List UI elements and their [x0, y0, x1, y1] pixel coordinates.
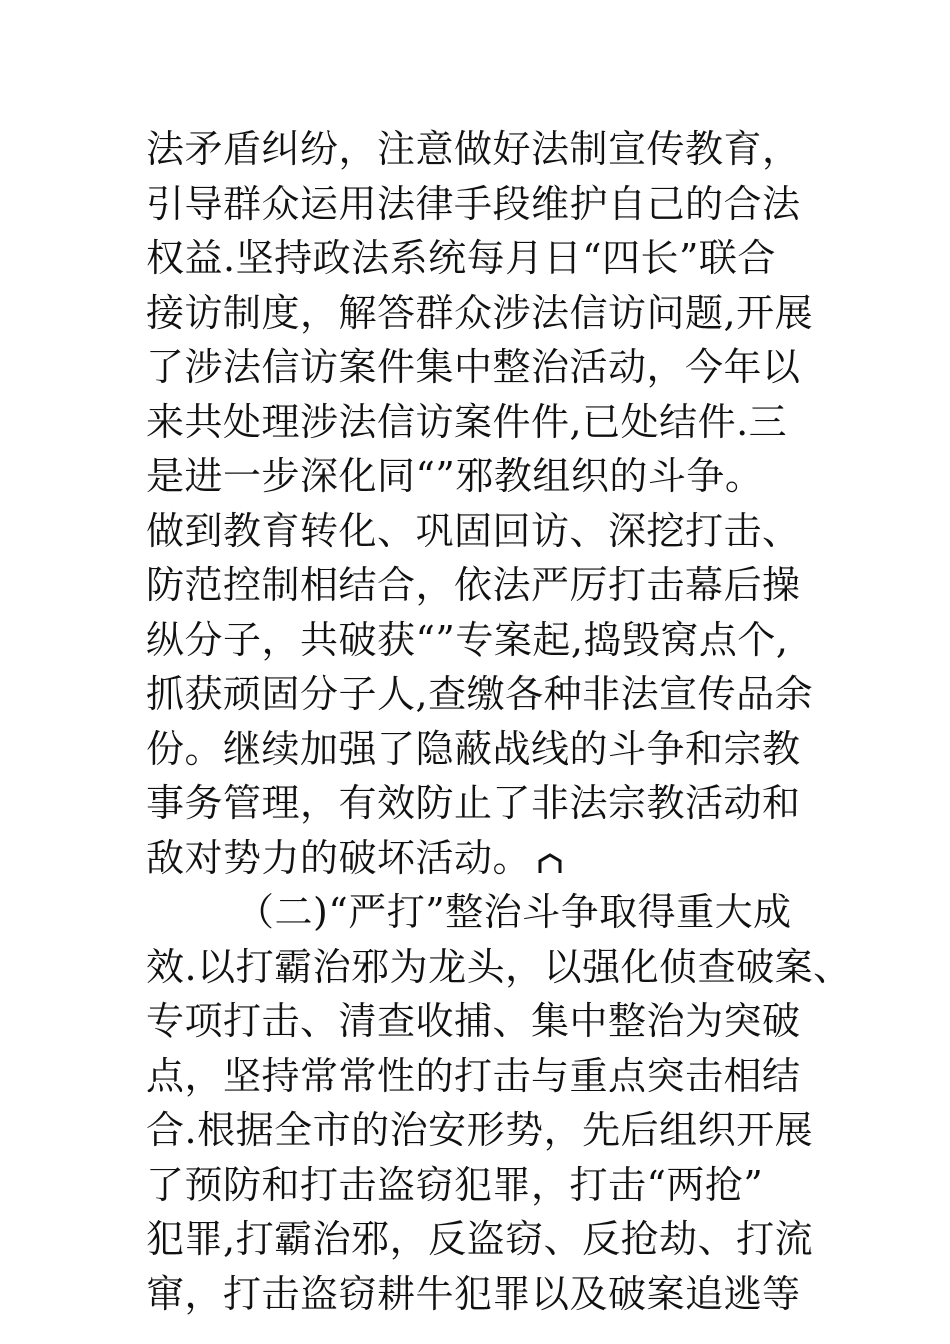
text-line: 事务管理，有效防止了非法宗教活动和 — [146, 781, 801, 825]
text-line: 引导群众运用法律手段维护自己的合法 — [146, 181, 801, 226]
text-line: 做到教育转化、巩固回访、深挖打击、 — [146, 508, 801, 553]
text-line: 窜，打击盗窃耕牛犯罪以及破案追逃等 — [146, 1271, 801, 1316]
paragraph-mark-icon — [537, 847, 563, 877]
text-line: 是进一步深化同“”邪教组织的斗争。 — [146, 454, 764, 498]
text-line: 专项打击、清查收捕、集中整治为突破 — [146, 999, 801, 1043]
text-line-with-mark — [146, 831, 846, 886]
text-line: 防范控制相结合，依法严厉打击幕后操 — [146, 563, 801, 607]
text-line: 了预防和打击盗窃犯罪，打击“两抢” — [146, 1162, 764, 1207]
text-line: 份。继续加强了隐蔽战线的斗争和宗教 — [146, 726, 801, 771]
text-line: 抓获顽固分子人,查缴各种非法宣传品余 — [146, 672, 814, 716]
text-line: 犯罪,打霸治邪，反盗窃、反抢劫、打流 — [146, 1217, 814, 1261]
text-line: 效.以打霸治邪为龙头，以强化侦查破案、 — [146, 944, 852, 989]
text-line: 纵分子，共破获“”专案起,捣毁窝点个, — [146, 617, 789, 662]
text-line: 了涉法信访案件集中整治活动，今年以 — [146, 345, 801, 389]
document-body — [146, 122, 852, 1321]
text-line: 接访制度，解答群众涉法信访问题,开展 — [146, 290, 814, 335]
text-line: 法矛盾纠纷，注意做好法制宣传教育， — [146, 127, 801, 171]
text-line: 来共处理涉法信访案件件,已处结件.三 — [146, 399, 788, 444]
text-line-content: 敌对势力的破坏活动。 — [146, 835, 532, 880]
text-line: 合.根据全市的治安形势，先后组织开展 — [146, 1108, 814, 1152]
text-line: 点，坚持常常性的打击与重点突击相结 — [146, 1053, 801, 1098]
text-line: 权益.坚持政法系统每月日“四长”联合 — [146, 236, 776, 280]
text-line-indented: （二)“严打”整治斗争取得重大成 — [236, 890, 792, 934]
